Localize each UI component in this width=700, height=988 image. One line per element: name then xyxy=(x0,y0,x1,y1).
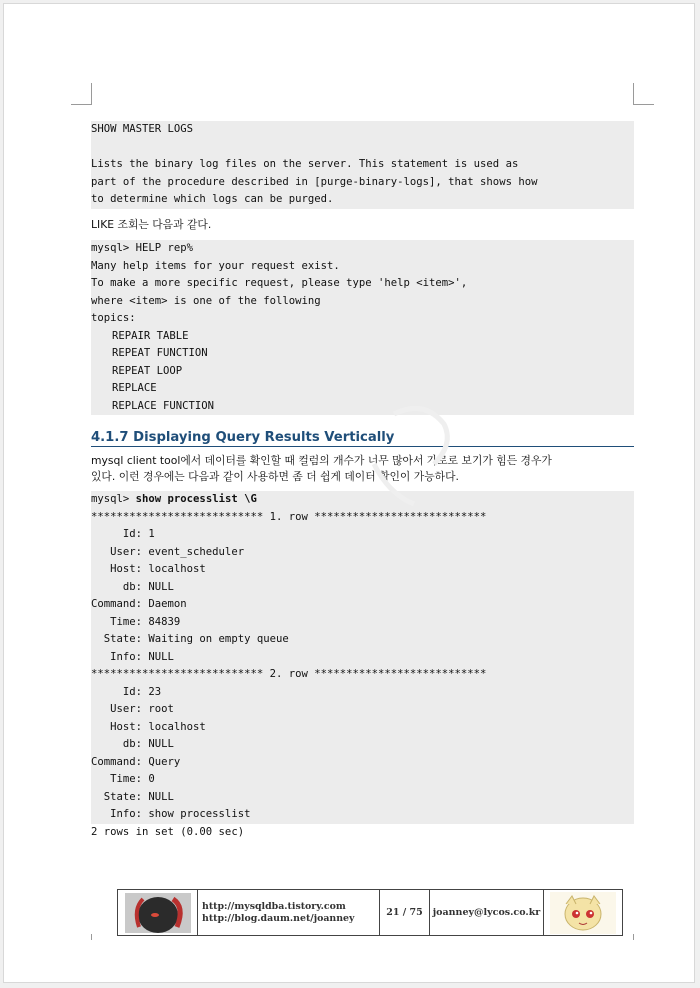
crop-mark-bottom-right xyxy=(633,934,634,940)
crop-mark-top-left xyxy=(91,83,92,105)
code-line: Host: localhost xyxy=(91,720,206,733)
command: show processlist \G xyxy=(135,493,257,505)
paragraph-line-2: 있다. 이런 경우에는 다음과 같이 사용하면 좀 더 쉽게 데이터 확인이 가능하다. xyxy=(91,469,459,483)
code-line: *************************** 2. row *************************** xyxy=(91,668,487,680)
avatar-dark-icon xyxy=(125,893,191,933)
crop-mark-top-right-h xyxy=(633,104,654,105)
topic-item: REPEAT FUNCTION xyxy=(112,347,208,359)
document-page xyxy=(3,3,695,983)
code-line xyxy=(91,139,634,157)
crop-mark-top-left-h xyxy=(71,104,92,105)
code-line: Id: 23 xyxy=(91,685,162,698)
code-block-processlist xyxy=(91,491,634,841)
code-block-help-rep xyxy=(91,240,634,415)
code-block-show-master-logs xyxy=(91,121,634,209)
crop-mark-top-right xyxy=(633,83,634,105)
code-line: Id: 1 xyxy=(91,528,155,540)
code-line: Host: localhost xyxy=(91,563,206,575)
code-line: To make a more specific request, please type 'help <item>', xyxy=(91,277,468,289)
code-line: where <item> is one of the following xyxy=(91,294,321,307)
code-line: Info: NULL xyxy=(91,650,174,663)
topic-item: REPLACE FUNCTION xyxy=(112,399,215,412)
like-text: LIKE 조회는 다음과 같다. xyxy=(91,218,212,231)
code-line: User: event_scheduler xyxy=(91,545,245,558)
footer-links xyxy=(198,890,380,935)
code-line: User: root xyxy=(91,703,174,715)
footer-link-daum[interactable]: http://blog.daum.net/joanney xyxy=(202,912,355,924)
section-heading: 4.1.7 Displaying Query Results Vertically xyxy=(91,429,634,447)
avatar-cartoon-icon xyxy=(550,892,616,934)
code-line: Lists the binary log files on the server. This statement is used as xyxy=(91,158,519,170)
code-line: SHOW MASTER LOGS xyxy=(91,123,194,135)
topic-item: REPEAT LOOP xyxy=(112,364,183,377)
topic-item: REPLACE xyxy=(112,382,157,394)
topic-item: REPAIR TABLE xyxy=(112,329,189,342)
code-line: mysql> HELP rep% xyxy=(91,242,194,254)
paragraph xyxy=(91,453,636,484)
code-line: Time: 0 xyxy=(91,773,155,785)
code-line: State: Waiting on empty queue xyxy=(91,633,289,645)
page-number: 21 / 75 xyxy=(380,890,430,935)
code-line: Many help items for your request exist. xyxy=(91,259,340,272)
code-line: db: NULL xyxy=(91,738,174,750)
footer-link-tistory[interactable]: http://mysqldba.tistory.com xyxy=(202,900,346,912)
code-line: topics: xyxy=(91,312,136,324)
code-line: Command: Query xyxy=(91,755,181,768)
footer-avatar-right xyxy=(544,890,622,935)
code-line-command xyxy=(91,491,634,509)
crop-mark-bottom-left xyxy=(91,934,92,940)
code-line: db: NULL xyxy=(91,580,174,593)
code-line: part of the procedure described in [purge-binary-logs], that shows how xyxy=(91,175,538,188)
footer-email[interactable]: joanney@lycos.co.kr xyxy=(430,890,544,935)
code-line: State: NULL xyxy=(91,790,174,803)
code-line: *************************** 1. row *************************** xyxy=(91,510,487,523)
code-line: Time: 84839 xyxy=(91,615,181,628)
prompt: mysql> xyxy=(91,493,136,505)
code-line: to determine which logs can be purged. xyxy=(91,193,334,205)
code-line: 2 rows in set (0.00 sec) xyxy=(91,824,634,842)
paragraph-line-1: mysql client tool에서 데이터를 확인할 때 컬럼의 개수가 너무 많아서 가로로 보기가 힘든 경우가 xyxy=(91,454,552,467)
code-line: Command: Daemon xyxy=(91,598,187,610)
page-footer xyxy=(117,889,623,936)
footer-avatar-left xyxy=(118,890,198,935)
code-line: Info: show processlist xyxy=(91,808,251,820)
